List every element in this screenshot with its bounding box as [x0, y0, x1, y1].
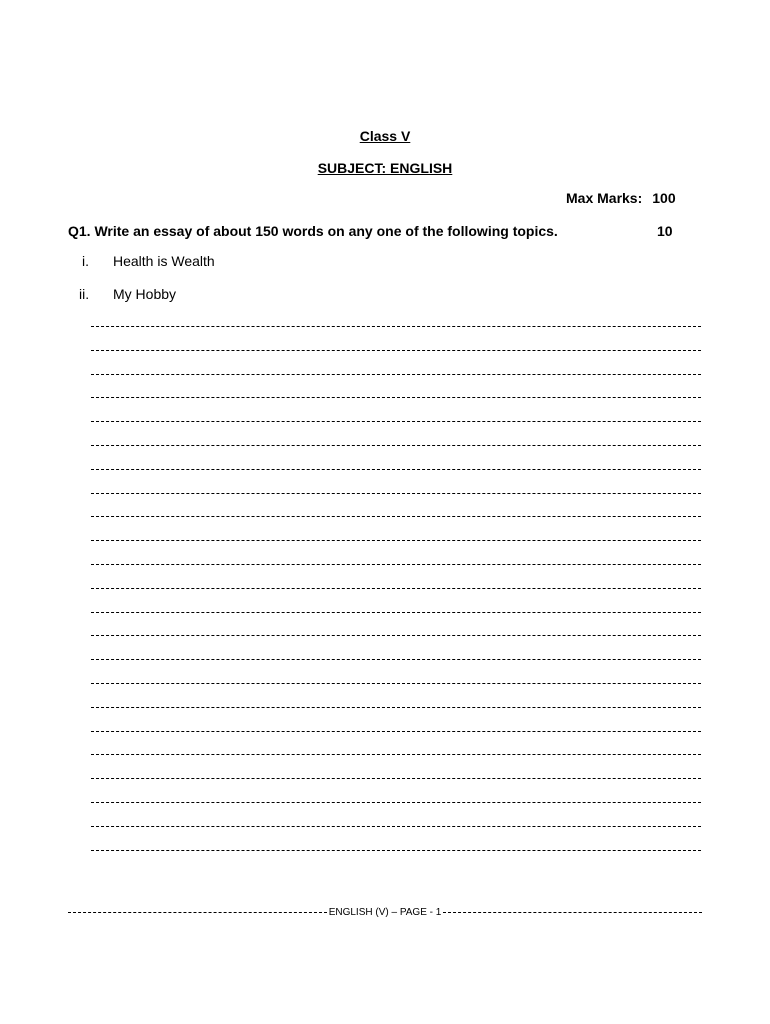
answer-line	[91, 850, 701, 851]
answer-line	[91, 421, 701, 422]
question-text: Q1. Write an essay of about 150 words on any one of the following topics.	[68, 223, 558, 239]
topic-number: ii.	[79, 286, 90, 302]
answer-line	[91, 612, 701, 613]
topic-label: Health is Wealth	[113, 253, 215, 269]
footer-dash-left	[68, 912, 327, 913]
answer-line	[91, 731, 701, 732]
footer-text: ENGLISH (V) – PAGE - 1	[328, 907, 442, 918]
answer-line	[91, 778, 701, 779]
answer-line	[91, 683, 701, 684]
answer-line	[91, 754, 701, 755]
answer-lines	[91, 326, 701, 873]
answer-line	[91, 350, 701, 351]
answer-line	[91, 588, 701, 589]
answer-line	[91, 540, 701, 541]
answer-line	[91, 707, 701, 708]
question-marks: 10	[657, 223, 673, 239]
answer-line	[91, 374, 701, 375]
answer-line	[91, 802, 701, 803]
page-footer	[68, 907, 702, 918]
answer-line	[91, 326, 701, 327]
footer-dash-right	[443, 912, 702, 913]
max-marks	[566, 190, 676, 206]
answer-line	[91, 564, 701, 565]
answer-line	[91, 445, 701, 446]
max-marks-label: Max Marks:	[566, 190, 643, 206]
answer-line	[91, 516, 701, 517]
answer-line	[91, 659, 701, 660]
answer-line	[91, 397, 701, 398]
answer-line	[91, 493, 701, 494]
subject-title: SUBJECT: ENGLISH	[317, 160, 453, 176]
answer-line	[91, 469, 701, 470]
answer-line	[91, 635, 701, 636]
max-marks-value: 100	[652, 190, 676, 206]
answer-line	[91, 826, 701, 827]
topic-label: My Hobby	[113, 286, 177, 302]
class-title: Class V	[359, 128, 411, 144]
topic-number: i.	[82, 253, 89, 269]
